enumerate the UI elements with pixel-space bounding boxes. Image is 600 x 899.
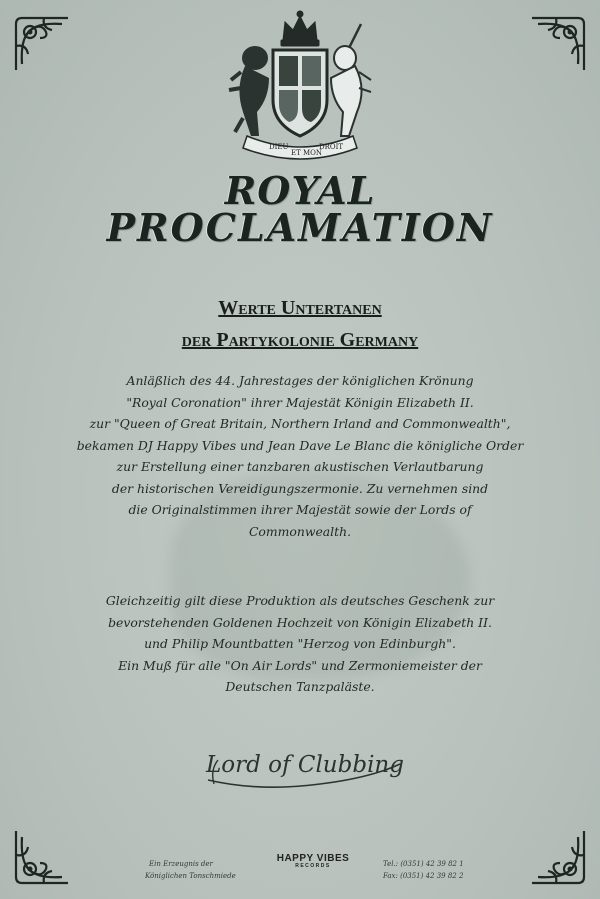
signature — [200, 740, 410, 795]
footer-tel: Tel.: (0351) 42 39 82 1 — [383, 860, 464, 868]
signature-text: Lord of Clubbing — [206, 752, 404, 778]
paragraph-1-line: zur Erstellung einer tanzbaren akustischen Verlautbarung — [116, 459, 484, 474]
paragraph-1 — [0, 370, 600, 542]
footer-maker-line: Königlichen Tonschmiede — [145, 872, 236, 880]
paragraph-2-line: Ein Muß für alle "On Air Lords" und Zermoniemeister der — [118, 657, 482, 673]
paragraph-2-line: Gleichzeitig gilt diese Produktion als deutsches Geschenk zur — [105, 593, 495, 608]
paragraph-1-line: die Originalstimmen ihrer Majestät sowie der Lords of — [128, 502, 472, 517]
heading-line-2: der Partykolonie Germany — [181, 329, 419, 351]
title-line-1: ROYAL — [224, 168, 376, 213]
paragraph-1-line: "Royal Coronation" ihrer Majestät Königin Elizabeth II. — [126, 394, 474, 410]
heading-line-1: Werte Untertanen — [218, 297, 382, 319]
paragraph-1-line: der historischen Vereidigungszermonie. Zu vernehmen sind — [111, 480, 489, 496]
ornament-corner-bottom-right — [528, 827, 588, 887]
shield-icon — [273, 50, 327, 136]
footer-contact — [383, 858, 464, 882]
motto-word-1: DIEU — [269, 143, 289, 151]
motto-word-2: ET MON — [291, 149, 323, 157]
logo-text: HAPPY VIBES — [276, 853, 350, 864]
footer-fax: Fax: (0351) 42 39 82 2 — [383, 872, 464, 880]
lion-supporter-icon — [229, 46, 269, 136]
footer-maker — [145, 858, 236, 882]
footer-maker-line: Ein Erzeugnis der — [149, 860, 213, 868]
happy-vibes-logo — [272, 853, 354, 869]
logo-subtext: RECORDS — [295, 863, 331, 869]
paragraph-2-line: bevorstehenden Goldenen Hochzeit von Königin Elizabeth II. — [108, 614, 492, 630]
ornament-corner-bottom-left — [12, 827, 72, 887]
royal-coat-of-arms-icon — [225, 8, 375, 163]
paragraph-1-line: Anläßlich des 44. Jahrestages der königlichen Krönung — [126, 373, 474, 388]
crown-icon — [281, 11, 319, 46]
ornament-corner-top-left — [12, 14, 72, 74]
motto-word-3: DROIT — [319, 143, 344, 151]
title-line-2: PROCLAMATION — [106, 205, 494, 250]
paragraph-2-line: Deutschen Tanzpaläste. — [225, 679, 375, 694]
paragraph-1-line: zur "Queen of Great Britain, Northern Irland and Commonwealth", — [89, 416, 511, 431]
unicorn-supporter-icon — [331, 24, 371, 136]
paragraph-1-line: Commonwealth. — [248, 523, 352, 539]
ornament-corner-top-right — [528, 14, 588, 74]
paragraph-2-line: und Philip Mountbatten "Herzog von Edinburgh". — [144, 636, 456, 651]
paragraph-2 — [0, 590, 600, 698]
paragraph-1-line: bekamen DJ Happy Vibes und Jean Dave Le Blanc die königliche Order — [76, 437, 524, 453]
